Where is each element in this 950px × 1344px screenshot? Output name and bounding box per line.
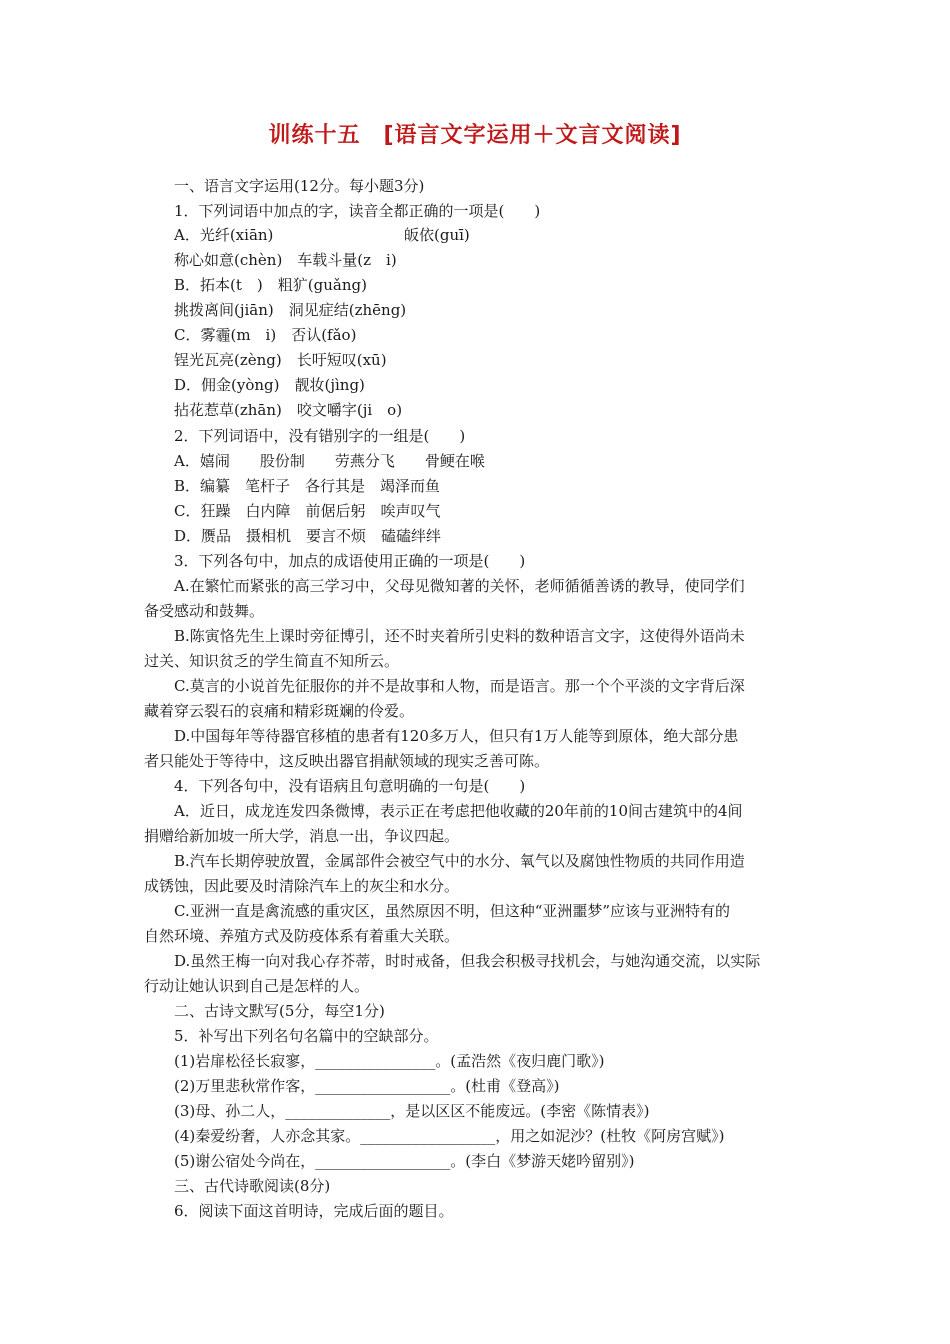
question-1-option-d-line2: 拈花惹草(zhān) 咬文嚼字(ji o) <box>174 401 403 419</box>
question-4-option-d: D.虽然王梅一向对我心存芥蒂，时时戒备，但我会积极寻找机会，与她沟通交流，以实际 <box>174 952 761 970</box>
question-5-item-4: (4)秦爱纷奢，人亦念其家。__________________，用之如泥沙？(杜牧《阿房宫赋》) <box>174 1127 725 1145</box>
question-5-item-3: (3)母、孙二人，______________，是以区区不能废远。(李密《陈情表》) <box>174 1102 650 1120</box>
question-3-option-c-cont: 藏着穿云裂石的哀痛和精彩斑斓的伶爱。 <box>144 702 415 720</box>
question-4-option-b-cont: 成锈蚀，因此要及时清除汽车上的灰尘和水分。 <box>144 877 460 895</box>
question-1-option-a-line2: 称心如意(chèn) 车载斗量(z i) <box>174 251 397 269</box>
question-2-option-c: C．狂躁 白内障 前倨后躬 唉声叹气 <box>174 502 441 520</box>
question-1-option-b-line2: 挑拨离间(jiān) 洞见症结(zhēng) <box>174 301 407 319</box>
page-title: 训练十五 [语言文字运用＋文言文阅读] <box>268 123 682 148</box>
question-6-stem: 6．阅读下面这首明诗，完成后面的题目。 <box>174 1202 454 1220</box>
question-3-option-b: B.陈寅恪先生上课时旁征博引，还不时夹着所引史料的数种语言文字，这使得外语尚未 <box>174 627 745 645</box>
section-heading-2: 二、古诗文默写(5分，每空1分) <box>174 1002 385 1020</box>
question-4-option-a-cont: 捐赠给新加坡一所大学，消息一出，争议四起。 <box>144 827 460 845</box>
question-4-option-a: A．近日，成龙连发四条微博，表示正在考虑把他收藏的20年前的10间古建筑中的4间 <box>174 802 743 820</box>
question-4-option-c: C.亚洲一直是禽流感的重灾区，虽然原因不明，但这种“亚洲噩梦”应该与亚洲特有的 <box>174 902 731 920</box>
question-2-option-d: D．赝品 摄相机 要言不烦 磕磕绊绊 <box>174 527 442 545</box>
question-3-option-c: C.莫言的小说首先征服你的并不是故事和人物，而是语言。那一个个平淡的文字背后深 <box>174 677 745 695</box>
question-1-option-b: B．拓本(t ) 粗犷(guǎng) <box>174 276 367 294</box>
question-5-item-1: (1)岩扉松径长寂寥，________________。(孟浩然《夜归鹿门歌》) <box>174 1052 605 1070</box>
section-heading-3: 三、古代诗歌阅读(8分) <box>174 1177 331 1195</box>
question-3-option-b-cont: 过关、知识贫乏的学生简直不知所云。 <box>144 652 400 670</box>
question-5-stem: 5．补写出下列名句名篇中的空缺部分。 <box>174 1027 439 1045</box>
question-3-option-d-cont: 者只能处于等待中，这反映出器官捐献领域的现实乏善可陈。 <box>144 752 550 770</box>
question-4-option-b: B.汽车长期停驶放置，金属部件会被空气中的水分、氧气以及腐蚀性物质的共同作用造 <box>174 852 745 870</box>
question-1-option-d: D．佣金(yòng) 靓妆(jìng) <box>174 376 365 394</box>
question-3-option-d: D.中国每年等待器官移植的患者有120多万人，但只有1万人能等到原体，绝大部分患 <box>174 727 739 745</box>
question-1-option-c: C．雾霾(m i) 否认(fǎo) <box>174 326 357 344</box>
question-4-stem: 4．下列各句中，没有语病且句意明确的一句是( ) <box>174 777 526 795</box>
question-1-option-c-line2: 锃光瓦亮(zèng) 长吁短叹(xū) <box>174 351 387 369</box>
question-2-stem: 2．下列词语中，没有错别字的一组是( ) <box>174 427 466 445</box>
question-2-option-b: B．编纂 笔杆子 各行其是 竭泽而鱼 <box>174 477 441 495</box>
question-3-stem: 3．下列各句中，加点的成语使用正确的一项是( ) <box>174 552 526 570</box>
question-3-option-a: A.在繁忙而紧张的高三学习中，父母见微知著的关怀，老师循循善诱的教导，使同学们 <box>174 577 745 595</box>
question-1-stem: 1．下列词语中加点的字，读音全都正确的一项是( ) <box>174 202 541 220</box>
question-3-option-a-cont: 备受感动和鼓舞。 <box>144 602 265 620</box>
question-5-item-5: (5)谢公宿处今尚在，__________________。(李白《梦游天姥吟留别》) <box>174 1152 635 1170</box>
question-2-option-a: A．嬉闹 股份制 劳燕分飞 骨鲠在喉 <box>174 452 485 470</box>
question-4-option-c-cont: 自然环境、养殖方式及防疫体系有着重大关联。 <box>144 927 460 945</box>
section-heading-1: 一、语言文字运用(12分。每小题3分) <box>174 177 425 195</box>
question-1-option-a-col2: 皈依(guī) <box>404 226 470 244</box>
question-4-option-d-cont: 行动让她认识到自己是怎样的人。 <box>144 977 370 995</box>
question-5-item-2: (2)万里悲秋常作客，__________________。(杜甫《登高》) <box>174 1077 560 1095</box>
question-1-option-a: A．光纤(xiān) <box>174 226 274 244</box>
